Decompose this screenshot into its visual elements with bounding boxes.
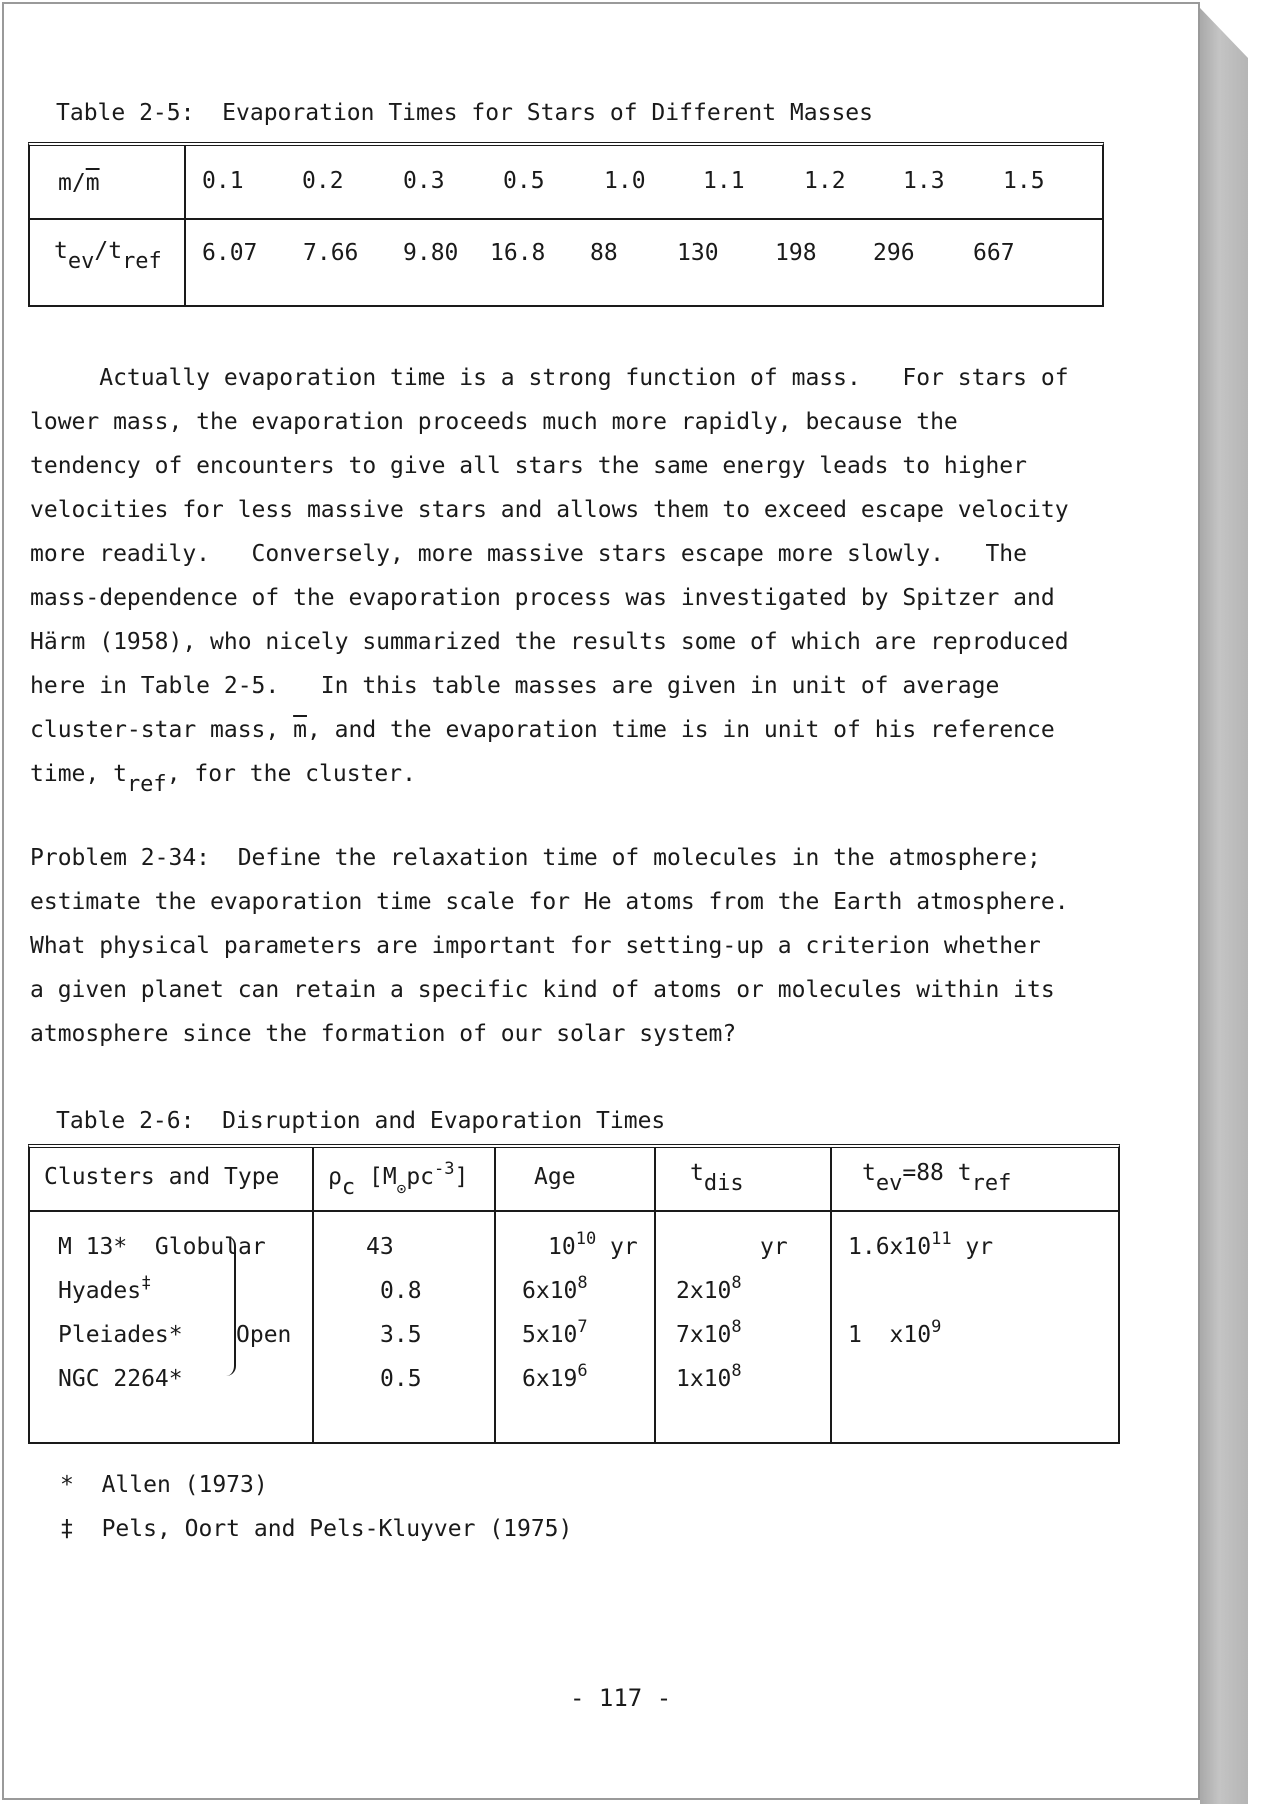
evaporation-value: 1 $x10^9$ [848,1317,942,1348]
text-line: Actually evaporation time is a strong function of mass. For stars of [30,365,1069,391]
table-2-6 [28,1144,1120,1444]
density-value: 0.8 [380,1278,422,1304]
text-line: atmosphere since the formation of our solar system? [30,1021,737,1047]
body-paragraph [30,356,1120,796]
table-divider [830,1148,832,1442]
text-line: mass-dependence of the evaporation process was investigated by Spitzer and [30,585,1055,611]
mass-ratio-cell: 1.5 [1003,168,1045,194]
text-line: Problem 2-34: Define the relaxation time of molecules in the atmosphere; [30,845,1041,871]
disruption-value: $2x10^8$ [676,1273,742,1304]
table-2-5 [28,142,1104,307]
text-line: here in Table 2-5. In this table masses are given in unit of average [30,673,1000,699]
time-ratio-cell: 9.80 [403,240,459,266]
header-disruption-time: tdis [690,1160,744,1196]
header-central-density: ρc $[M_⊙pc^{-3}]$ [328,1159,469,1200]
mass-ratio-cell: 1.2 [804,168,846,194]
cluster-name: Pleiades* [58,1322,183,1348]
age-value: $10^{10}$ yr [548,1229,638,1260]
text-line: lower mass, the evaporation proceeds much more rapidly, because the [30,409,958,435]
time-ratio-cell: 88 [590,240,618,266]
table-divider [494,1148,496,1442]
mass-ratio-cell: 0.2 [302,168,344,194]
page-number: - 117 - [570,1684,672,1712]
table-divider [654,1148,656,1442]
cluster-name: M 13* Globular [58,1234,266,1260]
disruption-value: yr [760,1234,788,1260]
time-ratio-cell: 296 [873,240,915,266]
mass-ratio-cell: 0.5 [503,168,545,194]
table-divider [184,146,186,305]
age-value: $6x19^6$ [522,1361,588,1392]
text-line: Härm (1958), who nicely summarized the results some of which are reproduced [30,629,1069,655]
document-page [2,2,1200,1800]
cluster-name: Hyades‡ [58,1273,152,1304]
density-value: 0.5 [380,1366,422,1392]
mass-ratio-cell: 1.0 [604,168,646,194]
header-clusters: Clusters and Type [44,1164,280,1190]
header-age: Age [534,1164,576,1190]
disruption-value: $1x10^8$ [676,1361,742,1392]
table-divider [30,1210,1118,1212]
evaporation-value: $1.6x10^{11}$ yr [848,1229,994,1260]
cluster-name: NGC 2264* [58,1366,183,1392]
open-cluster-label: Open [236,1322,292,1348]
text-line: time, tref, for the cluster. [30,761,416,797]
mass-ratio-cell: 0.1 [202,168,244,194]
age-value: $5x10^7$ [522,1317,588,1348]
time-ratio-cell: 198 [775,240,817,266]
time-ratio-cell: 130 [677,240,719,266]
density-value: 43 [366,1234,394,1260]
disruption-value: $7x10^8$ [676,1317,742,1348]
footnote: * Allen (1973) [60,1472,268,1498]
age-value: $6x10^8$ [522,1273,588,1304]
text-line: cluster-star mass, $\overline{m}$, and the evaporation time is in unit of his reference [30,717,1055,743]
mass-ratio-cell: 1.3 [903,168,945,194]
density-value: 3.5 [380,1322,422,1348]
time-ratio-cell: 667 [973,240,1015,266]
page-edge-shadow [1200,8,1248,1804]
text-line: a given planet can retain a specific kind of atoms or molecules within its [30,977,1055,1003]
time-ratio-cell: 16.8 [490,240,546,266]
mass-ratio-cell: 0.3 [403,168,445,194]
table-2-5-caption: Table 2-5: Evaporation Times for Stars of Different Masses [56,100,873,126]
row-label-mass-ratio: $m/\overline{m}$ [58,170,100,196]
text-line: What physical parameters are important for setting-up a criterion whether [30,933,1041,959]
time-ratio-cell: 7.66 [303,240,359,266]
problem-2-34 [30,836,1120,1056]
table-2-6-caption: Table 2-6: Disruption and Evaporation Times [56,1108,666,1134]
header-evaporation-time: tev=88 tref [862,1160,1012,1196]
row-label-time-ratio: tev/tref [54,238,162,274]
text-line: more readily. Conversely, more massive stars escape more slowly. The [30,541,1027,567]
text-line: tendency of encounters to give all stars the same energy leads to higher [30,453,1027,479]
text-line: estimate the evaporation time scale for He atoms from the Earth atmosphere. [30,889,1069,915]
text-line: velocities for less massive stars and allows them to exceed escape velocity [30,497,1069,523]
footnote: ‡ Pels, Oort and Pels-Kluyver (1975) [60,1516,573,1542]
table-divider [312,1148,314,1442]
open-cluster-brace [220,1236,236,1376]
table-divider [30,218,1102,220]
mass-ratio-cell: 1.1 [703,168,745,194]
time-ratio-cell: 6.07 [202,240,258,266]
